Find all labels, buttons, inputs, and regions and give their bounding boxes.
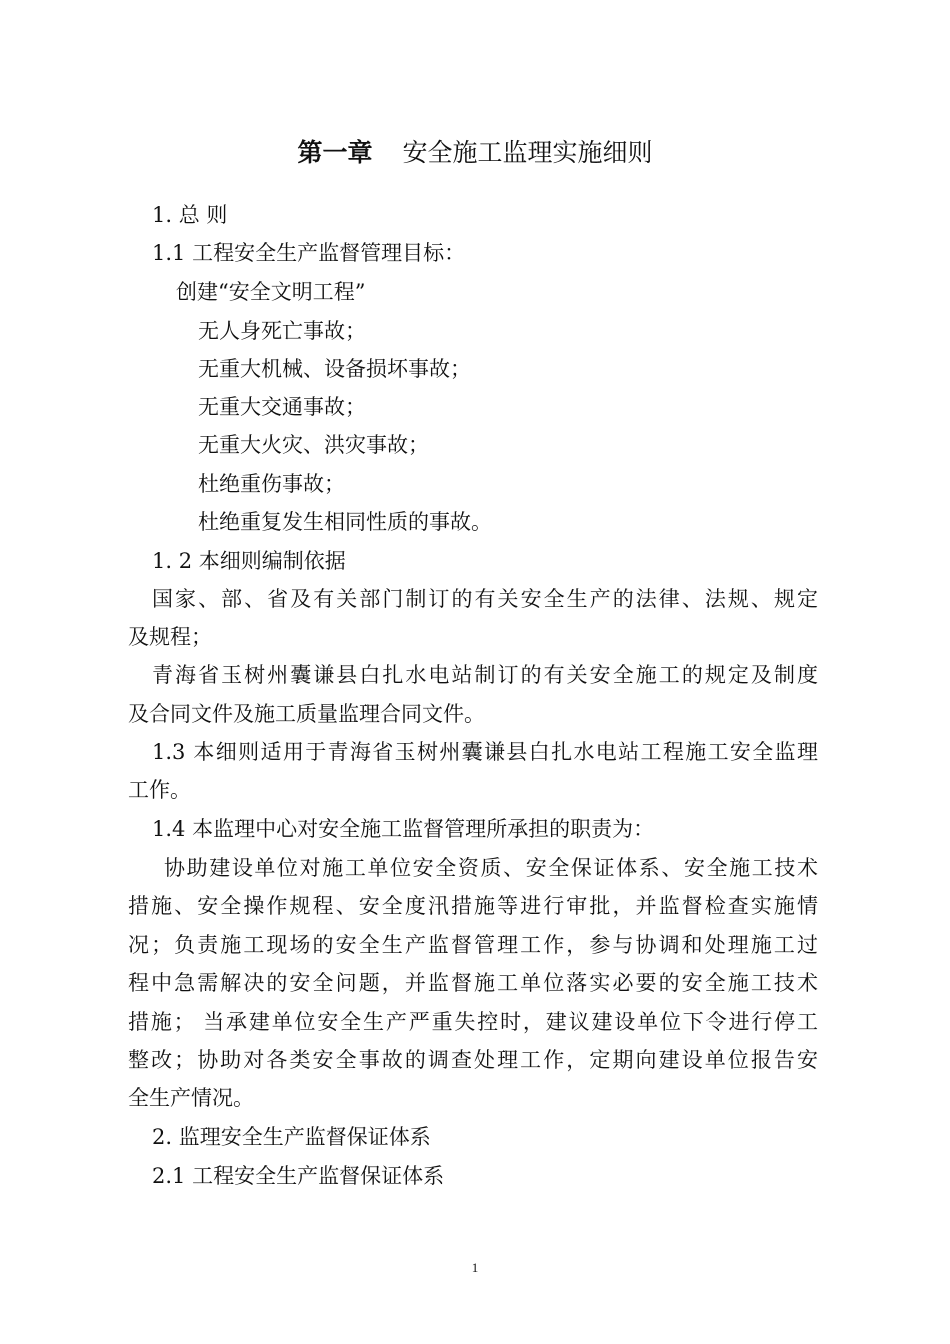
paragraph-line: 程中急需解决的安全问题，并监督施工单位落实必要的安全施工技术 (128, 971, 818, 995)
paragraph-line: 及规程； (128, 625, 212, 649)
paragraph-line: 国家、部、省及有关部门制订的有关安全生产的法律、法规、规定 (152, 587, 818, 611)
goal-item: 无重大机械、设备损坏事故； (198, 357, 471, 381)
chapter-title-text: 安全施工监理实施细则 (402, 138, 653, 167)
section-heading-2: 2. 监理安全生产监督保证体系 (152, 1125, 431, 1149)
goal-item: 杜绝重伤事故； (198, 472, 345, 496)
goal-item: 无重大交通事故； (198, 395, 366, 419)
paragraph-line: 1.3 本细则适用于青海省玉树州囊谦县白扎水电站工程施工安全监理 (152, 740, 818, 764)
paragraph-line: 工作。 (128, 778, 191, 802)
section-heading-general: 1. 总 则 (152, 203, 228, 227)
goal-item: 无人身死亡事故； (198, 319, 366, 343)
paragraph-line: 措施； 当承建单位安全生产严重失控时，建议建设单位下令进行停工 (128, 1010, 818, 1034)
paragraph-line: 整改；协助对各类安全事故的调查处理工作，定期向建设单位报告安 (128, 1048, 818, 1072)
paragraph-line: 协助建设单位对施工单位安全资质、安全保证体系、安全施工技术 (164, 856, 818, 880)
paragraph-line: 全生产情况。 (128, 1086, 254, 1110)
subsection-heading-2-1: 2.1 工程安全生产监督保证体系 (152, 1164, 445, 1188)
subsection-heading-1-4: 1.4 本监理中心对安全施工监督管理所承担的职责为： (152, 817, 655, 841)
subsection-heading-1-1: 1.1 工程安全生产监督管理目标： (152, 241, 466, 265)
chapter-label: 第一章 (297, 138, 373, 167)
goal-item: 无重大火灾、洪灾事故； (198, 433, 429, 457)
goal-item: 杜绝重复发生相同性质的事故。 (198, 510, 492, 534)
paragraph-line: 及合同文件及施工质量监理合同文件。 (128, 702, 485, 726)
chapter-title (0, 136, 950, 170)
paragraph-line: 况；负责施工现场的安全生产监督管理工作，参与协调和处理施工过 (128, 933, 818, 957)
paragraph-line: 措施、安全操作规程、安全度汛措施等进行审批，并监督检查实施情 (128, 894, 818, 918)
page-number: 1 (471, 1260, 479, 1275)
goal-line: 创建“安全文明工程” (176, 280, 366, 304)
subsection-heading-1-2: 1. 2 本细则编制依据 (152, 549, 346, 573)
paragraph-line: 青海省玉树州囊谦县白扎水电站制订的有关安全施工的规定及制度 (152, 663, 818, 687)
